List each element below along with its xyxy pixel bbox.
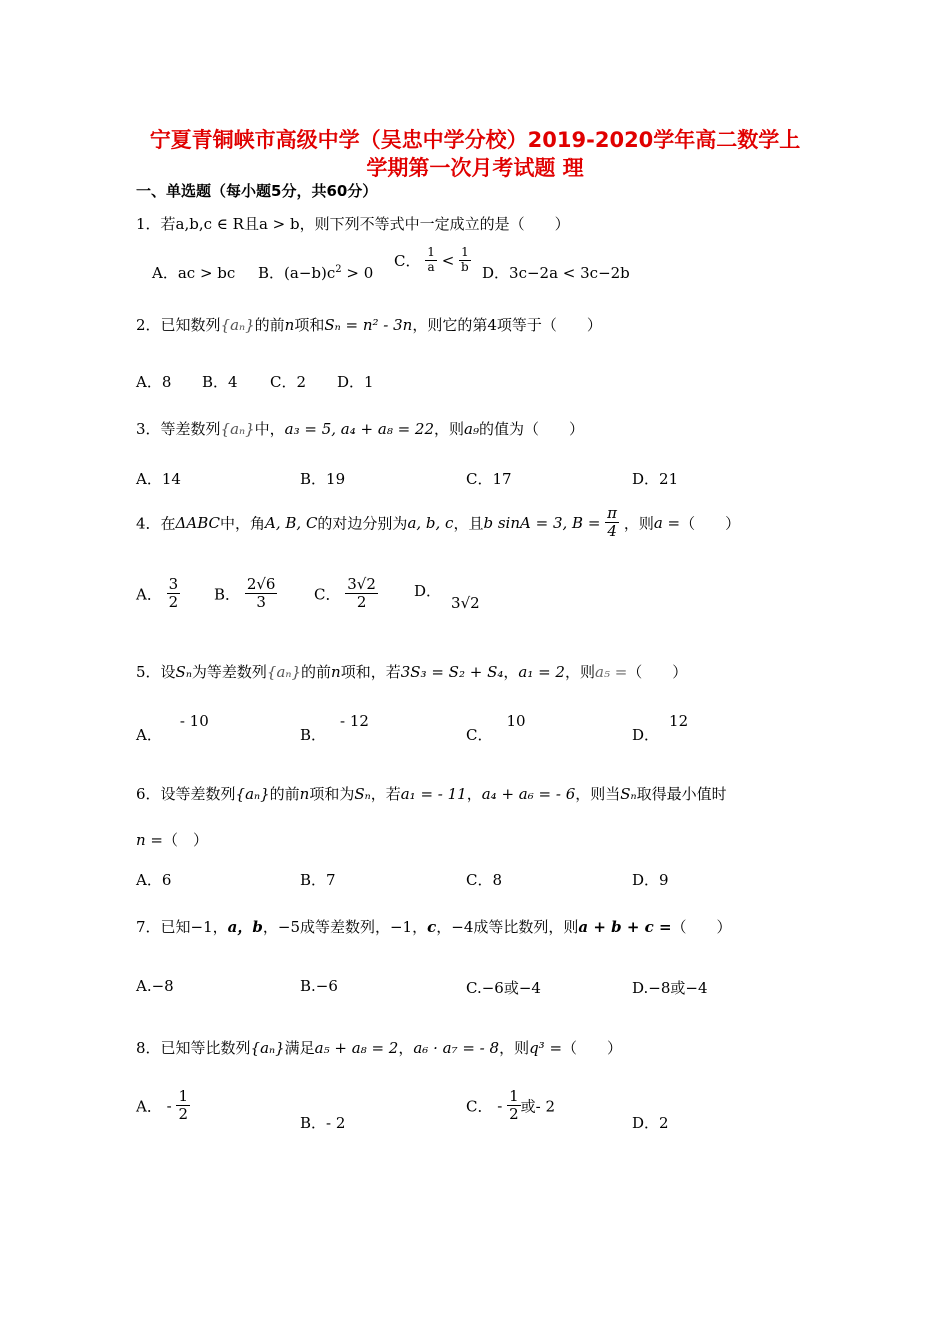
q2-option-c: C．2 xyxy=(270,373,307,391)
q6-option-c: C．8 xyxy=(466,871,503,889)
q5-option-d: D．12 xyxy=(632,712,689,744)
q1-option-a: A．ac > bc xyxy=(152,264,236,282)
doc-title-line2: 学期第一次月考试题 理 xyxy=(366,156,584,180)
question-7-stem: 7．已知−1，a，b，−5成等差数列，−1，c，−4成等比数列，则a + b + c =（ ） xyxy=(136,918,732,936)
q3-option-c: C．17 xyxy=(466,470,512,488)
question-3-stem: 3．等差数列{aₙ}中，a₃ = 5, a₄ + a₈ = 22，则a₉的值为（ ） xyxy=(136,420,585,438)
q8-option-d: D．2 xyxy=(632,1114,669,1132)
question-4-stem: 4．在ΔABC中，角A, B, C的对边分别为a, b, c，且b sinA = 3, B = $\frac{\pi}{4}$ ，则a =（ ） xyxy=(136,504,741,541)
q6-option-a: A．6 xyxy=(136,871,172,889)
q2-option-a: A．8 xyxy=(136,373,172,391)
q4-option-a: A． $\frac{3}{2}$ xyxy=(136,575,179,612)
q8-option-b: B．- 2 xyxy=(300,1114,346,1132)
question-6-line2: n =（ ） xyxy=(136,831,209,849)
q8-option-a: A． - $\frac{1}{2}$ xyxy=(136,1087,189,1124)
question-5-stem: 5．设Sₙ为等差数列{aₙ}的前n项和，若3S₃ = S₂ + S₄，a₁ = 2，则a₅ =（ ） xyxy=(136,663,688,681)
q7-option-a: A.−8 xyxy=(136,977,174,995)
q3-option-d: D．21 xyxy=(632,470,679,488)
q1-option-b: B．$(a-b)c^2 > 0$ xyxy=(258,264,374,282)
q3-option-a: A．14 xyxy=(136,470,181,488)
q1-option-c: C． $\frac{1}{a}$ < $\frac{1}{b}$ xyxy=(394,245,469,274)
section-heading: 一、单选题（每小题5分，共60分） xyxy=(136,182,378,200)
q3-option-b: B．19 xyxy=(300,470,346,488)
q5-option-a: A．- 10 xyxy=(136,712,209,744)
q7-option-c: C.−6或−4 xyxy=(466,979,541,997)
q2-option-d: D．1 xyxy=(337,373,374,391)
q6-option-d: D．9 xyxy=(632,871,669,889)
doc-title-line1: 宁夏青铜峡市高级中学（吴忠中学分校）2019-2020学年高二数学上 xyxy=(149,128,801,152)
question-6-stem: 6．设等差数列{aₙ}的前n项和为Sₙ，若a₁ = - 11，a₄ + a₆ = - 6，则当Sₙ取得最小值时 xyxy=(136,785,727,803)
q7-option-d: D.−8或−4 xyxy=(632,979,708,997)
q4-option-b: B． $\frac{2√6}{3}$ xyxy=(214,575,276,612)
q4-option-c: C． $\frac{3√2}{2}$ xyxy=(314,575,376,612)
q7-option-b: B.−6 xyxy=(300,977,338,995)
q5-option-b: B．- 12 xyxy=(300,712,369,744)
question-1-stem: 1．若a,b,c ∈ R且a > b，则下列不等式中一定成立的是（ ） xyxy=(136,215,570,233)
question-2-stem: 2．已知数列{aₙ}的前n项和Sₙ = n² - 3n，则它的第4项等于（ ） xyxy=(136,316,602,334)
q4-option-d: D．3√2 xyxy=(414,582,480,612)
q8-option-c: C． - $\frac{1}{2}$ 或- 2 xyxy=(466,1087,556,1124)
q5-option-c: C．10 xyxy=(466,712,526,744)
question-8-stem: 8．已知等比数列{aₙ}满足a₅ + a₈ = 2，a₆ · a₇ = - 8，则q³ =（ ） xyxy=(136,1039,623,1057)
q1-option-d: D．3c−2a < 3c−2b xyxy=(482,264,630,282)
q2-option-b: B．4 xyxy=(202,373,238,391)
q6-option-b: B．7 xyxy=(300,871,336,889)
